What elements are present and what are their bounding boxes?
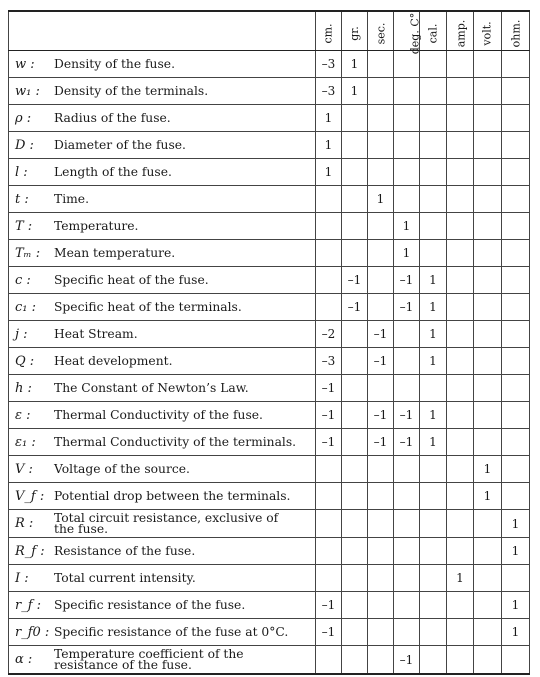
exponent-cell: [420, 592, 447, 619]
unit-label: gr.: [348, 25, 361, 41]
exponent-cell: [368, 456, 394, 483]
quantity-cell: [9, 402, 316, 429]
quantity-symbol: w₁ :: [15, 83, 40, 99]
exponent-cell: [447, 592, 474, 619]
exponent-cell: [394, 456, 420, 483]
quantity-description: Resistance of the fuse.: [54, 543, 196, 558]
exponent-cell: [394, 510, 420, 538]
table-row: [9, 105, 530, 132]
quantity-description: Specific heat of the terminals.: [54, 299, 242, 314]
exponent-cell: [447, 159, 474, 186]
exponent-cell: –1: [394, 429, 420, 456]
exponent-cell: [316, 456, 342, 483]
exponent-cell: [342, 456, 368, 483]
exponent-cell: [368, 646, 394, 675]
exponent-cell: [447, 294, 474, 321]
table-row: [9, 565, 530, 592]
exponent-cell: [342, 213, 368, 240]
quantity-description: Temperature coefficient of the resistance of the fuse.: [54, 646, 244, 672]
table-row: [9, 592, 530, 619]
exponent-cell: [502, 132, 530, 159]
exponent-cell: [474, 186, 502, 213]
quantity-description: Total circuit resistance, exclusive of the fuse.: [54, 510, 279, 536]
exponent-cell: [368, 592, 394, 619]
exponent-cell: [342, 240, 368, 267]
table-row: [9, 51, 530, 78]
exponent-cell: [368, 483, 394, 510]
unit-header-gr: [342, 11, 368, 51]
quantity-cell: [9, 619, 316, 646]
quantity-cell: [9, 483, 316, 510]
quantity-cell: [9, 294, 316, 321]
exponent-cell: [394, 132, 420, 159]
exponent-cell: [420, 483, 447, 510]
exponent-cell: [342, 186, 368, 213]
quantity-symbol: D :: [15, 137, 34, 153]
exponent-cell: [420, 510, 447, 538]
quantity-description: Diameter of the fuse.: [54, 137, 186, 152]
quantity-symbol: ε :: [15, 407, 31, 423]
unit-header-cm: [316, 11, 342, 51]
quantity-symbol: j :: [15, 326, 28, 342]
exponent-cell: [474, 375, 502, 402]
exponent-cell: [502, 267, 530, 294]
exponent-cell: [368, 267, 394, 294]
exponent-cell: [316, 646, 342, 675]
exponent-cell: –1: [342, 294, 368, 321]
exponent-cell: 1: [502, 538, 530, 565]
quantity-cell: [9, 510, 316, 538]
exponent-cell: [502, 321, 530, 348]
quantity-header-cell: [9, 11, 316, 51]
table-row: [9, 510, 530, 538]
quantity-description: Length of the fuse.: [54, 164, 172, 179]
exponent-cell: [502, 456, 530, 483]
exponent-cell: [502, 429, 530, 456]
exponent-cell: [474, 132, 502, 159]
exponent-cell: [368, 78, 394, 105]
exponent-cell: [420, 375, 447, 402]
table-row: [9, 538, 530, 565]
quantity-symbol: I :: [15, 570, 29, 586]
exponent-cell: [420, 619, 447, 646]
exponent-cell: [474, 429, 502, 456]
exponent-cell: 1: [502, 592, 530, 619]
exponent-cell: 1: [394, 213, 420, 240]
exponent-cell: [447, 348, 474, 375]
exponent-cell: [502, 565, 530, 592]
exponent-cell: [447, 429, 474, 456]
quantity-description: Radius of the fuse.: [54, 110, 171, 125]
table-row: [9, 348, 530, 375]
table-row: [9, 321, 530, 348]
exponent-cell: [474, 402, 502, 429]
quantity-description: Specific heat of the fuse.: [54, 272, 209, 287]
exponent-cell: [502, 159, 530, 186]
exponent-cell: [394, 592, 420, 619]
exponent-cell: 1: [474, 456, 502, 483]
exponent-cell: –1: [316, 429, 342, 456]
exponent-cell: [474, 159, 502, 186]
exponent-cell: 1: [420, 348, 447, 375]
unit-header-ohm: [502, 11, 530, 51]
exponent-cell: –1: [394, 646, 420, 675]
exponent-cell: [316, 267, 342, 294]
exponent-cell: [502, 402, 530, 429]
quantity-cell: [9, 132, 316, 159]
quantity-symbol: l :: [15, 164, 28, 180]
table-row: [9, 132, 530, 159]
exponent-cell: –1: [342, 267, 368, 294]
exponent-cell: [368, 619, 394, 646]
quantity-cell: [9, 375, 316, 402]
quantity-cell: [9, 159, 316, 186]
exponent-cell: [502, 294, 530, 321]
exponent-cell: 1: [420, 321, 447, 348]
quantity-symbol: Tₘ :: [15, 245, 41, 261]
quantity-cell: [9, 538, 316, 565]
table-row: [9, 375, 530, 402]
exponent-cell: [368, 565, 394, 592]
exponent-cell: [502, 78, 530, 105]
unit-label: ohm.: [509, 19, 523, 47]
exponent-cell: 1: [342, 78, 368, 105]
quantity-description: Density of the terminals.: [54, 83, 209, 98]
quantity-description: The Constant of Newton’s Law.: [54, 380, 249, 395]
exponent-cell: [502, 105, 530, 132]
quantity-description: Specific resistance of the fuse.: [54, 597, 246, 612]
quantity-cell: [9, 565, 316, 592]
quantity-symbol: w :: [15, 56, 35, 72]
exponent-cell: [342, 402, 368, 429]
quantity-cell: [9, 646, 316, 675]
exponent-cell: 1: [316, 132, 342, 159]
exponent-cell: [420, 565, 447, 592]
exponent-cell: [368, 375, 394, 402]
exponent-cell: [474, 51, 502, 78]
table-row: [9, 78, 530, 105]
exponent-cell: [368, 510, 394, 538]
exponent-cell: [316, 294, 342, 321]
exponent-cell: –1: [316, 592, 342, 619]
exponent-cell: [368, 51, 394, 78]
exponent-cell: [342, 619, 368, 646]
exponent-cell: –1: [368, 429, 394, 456]
exponent-cell: [316, 510, 342, 538]
quantity-symbol: c :: [15, 272, 31, 288]
exponent-cell: [394, 186, 420, 213]
exponent-cell: [420, 538, 447, 565]
exponent-cell: –1: [368, 321, 394, 348]
exponent-cell: [342, 565, 368, 592]
table-row: [9, 456, 530, 483]
exponent-cell: [447, 646, 474, 675]
unit-header-volt: [474, 11, 502, 51]
quantity-symbol: R_f :: [15, 543, 45, 559]
quantity-cell: [9, 105, 316, 132]
unit-header-row: [9, 11, 530, 51]
exponent-cell: [394, 348, 420, 375]
quantity-description: Voltage of the source.: [54, 461, 190, 476]
exponent-cell: [502, 51, 530, 78]
dimensions-table: [8, 10, 530, 675]
exponent-cell: [474, 565, 502, 592]
exponent-cell: [447, 213, 474, 240]
exponent-cell: [447, 51, 474, 78]
table-row: [9, 159, 530, 186]
exponent-cell: [316, 240, 342, 267]
exponent-cell: [394, 159, 420, 186]
unit-label: amp.: [454, 19, 468, 47]
quantity-description: Heat Stream.: [54, 326, 138, 341]
exponent-cell: [474, 646, 502, 675]
exponent-cell: [316, 213, 342, 240]
exponent-cell: [474, 538, 502, 565]
quantity-symbol: V_f :: [15, 488, 45, 504]
exponent-cell: [447, 105, 474, 132]
exponent-cell: [342, 132, 368, 159]
exponent-cell: [447, 402, 474, 429]
quantity-description: Thermal Conductivity of the fuse.: [54, 407, 263, 422]
quantity-symbol: α :: [15, 652, 33, 667]
unit-header-deg: [394, 11, 422, 54]
exponent-cell: [394, 78, 420, 105]
exponent-cell: [474, 105, 502, 132]
quantity-cell: [9, 348, 316, 375]
exponent-cell: [342, 510, 368, 538]
exponent-cell: [368, 159, 394, 186]
quantity-symbol: ρ :: [15, 110, 32, 126]
exponent-cell: [447, 510, 474, 538]
exponent-cell: [368, 538, 394, 565]
exponent-cell: [342, 375, 368, 402]
exponent-cell: [316, 483, 342, 510]
exponent-cell: –3: [316, 348, 342, 375]
exponent-cell: [502, 646, 530, 675]
exponent-cell: [420, 105, 447, 132]
quantity-cell: [9, 321, 316, 348]
quantity-description: Thermal Conductivity of the terminals.: [54, 434, 297, 449]
exponent-cell: [342, 538, 368, 565]
exponent-cell: –1: [368, 348, 394, 375]
exponent-cell: 1: [368, 186, 394, 213]
quantity-description: Time.: [54, 191, 89, 206]
table-row: [9, 294, 530, 321]
exponent-cell: [474, 240, 502, 267]
exponent-cell: [316, 538, 342, 565]
exponent-cell: [420, 51, 447, 78]
exponent-cell: 1: [420, 402, 447, 429]
exponent-cell: [420, 456, 447, 483]
exponent-cell: [342, 592, 368, 619]
exponent-cell: [474, 321, 502, 348]
exponent-cell: 1: [447, 565, 474, 592]
exponent-cell: [342, 348, 368, 375]
quantity-symbol: ε₁ :: [15, 434, 36, 450]
quantity-cell: [9, 51, 316, 78]
quantity-cell: [9, 592, 316, 619]
quantity-cell: [9, 267, 316, 294]
table-row: [9, 186, 530, 213]
exponent-cell: 1: [316, 159, 342, 186]
exponent-cell: [342, 429, 368, 456]
exponent-cell: 1: [342, 51, 368, 78]
table-row: [9, 619, 530, 646]
quantity-symbol: T :: [15, 218, 33, 234]
exponent-cell: [394, 375, 420, 402]
exponent-cell: [447, 619, 474, 646]
quantity-symbol: Q :: [15, 353, 35, 369]
quantity-description: Mean temperature.: [54, 245, 176, 260]
exponent-cell: –1: [316, 402, 342, 429]
exponent-cell: –3: [316, 51, 342, 78]
exponent-cell: [420, 213, 447, 240]
exponent-cell: [502, 213, 530, 240]
exponent-cell: [342, 159, 368, 186]
exponent-cell: 1: [420, 267, 447, 294]
exponent-cell: [474, 213, 502, 240]
unit-label: sec.: [374, 22, 387, 44]
exponent-cell: –1: [394, 267, 420, 294]
quantity-description: Density of the fuse.: [54, 56, 175, 71]
table-row: [9, 240, 530, 267]
exponent-cell: [420, 78, 447, 105]
exponent-cell: [342, 646, 368, 675]
exponent-cell: [394, 105, 420, 132]
table-row: [9, 429, 530, 456]
exponent-cell: [394, 619, 420, 646]
exponent-cell: –2: [316, 321, 342, 348]
exponent-cell: [420, 240, 447, 267]
exponent-cell: 1: [502, 619, 530, 646]
exponent-cell: [447, 240, 474, 267]
exponent-cell: [394, 483, 420, 510]
exponent-cell: [316, 186, 342, 213]
table-row: [9, 646, 530, 675]
exponent-cell: [368, 294, 394, 321]
quantity-cell: [9, 213, 316, 240]
unit-header-amp: [447, 11, 474, 51]
exponent-cell: [474, 510, 502, 538]
quantity-description: Potential drop between the terminals.: [54, 488, 291, 503]
quantity-symbol: t :: [15, 191, 29, 207]
exponent-cell: [420, 132, 447, 159]
unit-label: cal.: [426, 23, 440, 43]
exponent-cell: [502, 375, 530, 402]
quantity-description: Specific resistance of the fuse at 0°C.: [54, 624, 289, 639]
exponent-cell: [394, 565, 420, 592]
exponent-cell: [474, 592, 502, 619]
exponent-cell: 1: [316, 105, 342, 132]
exponent-cell: –1: [316, 375, 342, 402]
unit-header-sec: [368, 11, 394, 51]
exponent-cell: –1: [394, 402, 420, 429]
quantity-cell: [9, 456, 316, 483]
table-row: [9, 483, 530, 510]
exponent-cell: [368, 105, 394, 132]
table-row: [9, 402, 530, 429]
exponent-cell: –1: [316, 619, 342, 646]
exponent-cell: [447, 186, 474, 213]
table-row: [9, 267, 530, 294]
exponent-cell: [447, 375, 474, 402]
quantity-symbol: h :: [15, 380, 32, 396]
exponent-cell: 1: [420, 294, 447, 321]
exponent-cell: [447, 132, 474, 159]
quantity-description: Temperature.: [54, 218, 139, 233]
exponent-cell: –3: [316, 78, 342, 105]
exponent-cell: [342, 483, 368, 510]
quantity-cell: [9, 186, 316, 213]
exponent-cell: [368, 213, 394, 240]
quantity-cell: [9, 240, 316, 267]
quantity-cell: [9, 429, 316, 456]
exponent-cell: [502, 186, 530, 213]
exponent-cell: [420, 186, 447, 213]
exponent-cell: [447, 483, 474, 510]
exponent-cell: [447, 78, 474, 105]
exponent-cell: [394, 321, 420, 348]
exponent-cell: 1: [420, 429, 447, 456]
quantity-description: Heat development.: [54, 353, 173, 368]
exponent-cell: 1: [474, 483, 502, 510]
quantity-symbol: r_f :: [15, 597, 42, 613]
exponent-cell: [502, 348, 530, 375]
exponent-cell: [502, 240, 530, 267]
exponent-cell: [420, 646, 447, 675]
exponent-cell: [474, 294, 502, 321]
unit-label: cm.: [322, 22, 335, 44]
exponent-cell: [394, 538, 420, 565]
exponent-cell: [368, 132, 394, 159]
exponent-cell: –1: [368, 402, 394, 429]
quantity-cell: [9, 78, 316, 105]
exponent-cell: [474, 267, 502, 294]
exponent-cell: [368, 240, 394, 267]
exponent-cell: [447, 538, 474, 565]
exponent-cell: [447, 321, 474, 348]
exponent-cell: [316, 565, 342, 592]
quantity-symbol: r_f0 :: [15, 624, 50, 640]
exponent-cell: [474, 78, 502, 105]
exponent-cell: [394, 51, 420, 78]
table-row: [9, 213, 530, 240]
exponent-cell: [342, 105, 368, 132]
unit-label: volt.: [481, 20, 494, 46]
exponent-cell: [420, 159, 447, 186]
rows-body: [9, 51, 530, 675]
exponent-cell: [342, 321, 368, 348]
unit-label: deg. C°: [408, 12, 422, 54]
exponent-cell: [447, 456, 474, 483]
quantity-symbol: R :: [15, 516, 34, 531]
exponent-cell: –1: [394, 294, 420, 321]
exponent-cell: 1: [394, 240, 420, 267]
exponent-cell: [502, 483, 530, 510]
quantity-description: Total current intensity.: [54, 570, 196, 585]
quantity-symbol: c₁ :: [15, 299, 37, 315]
quantity-symbol: V :: [15, 461, 33, 477]
exponent-cell: [447, 267, 474, 294]
exponent-cell: [474, 619, 502, 646]
exponent-cell: [474, 348, 502, 375]
unit-header-cal: [420, 11, 447, 51]
exponent-cell: 1: [502, 510, 530, 538]
